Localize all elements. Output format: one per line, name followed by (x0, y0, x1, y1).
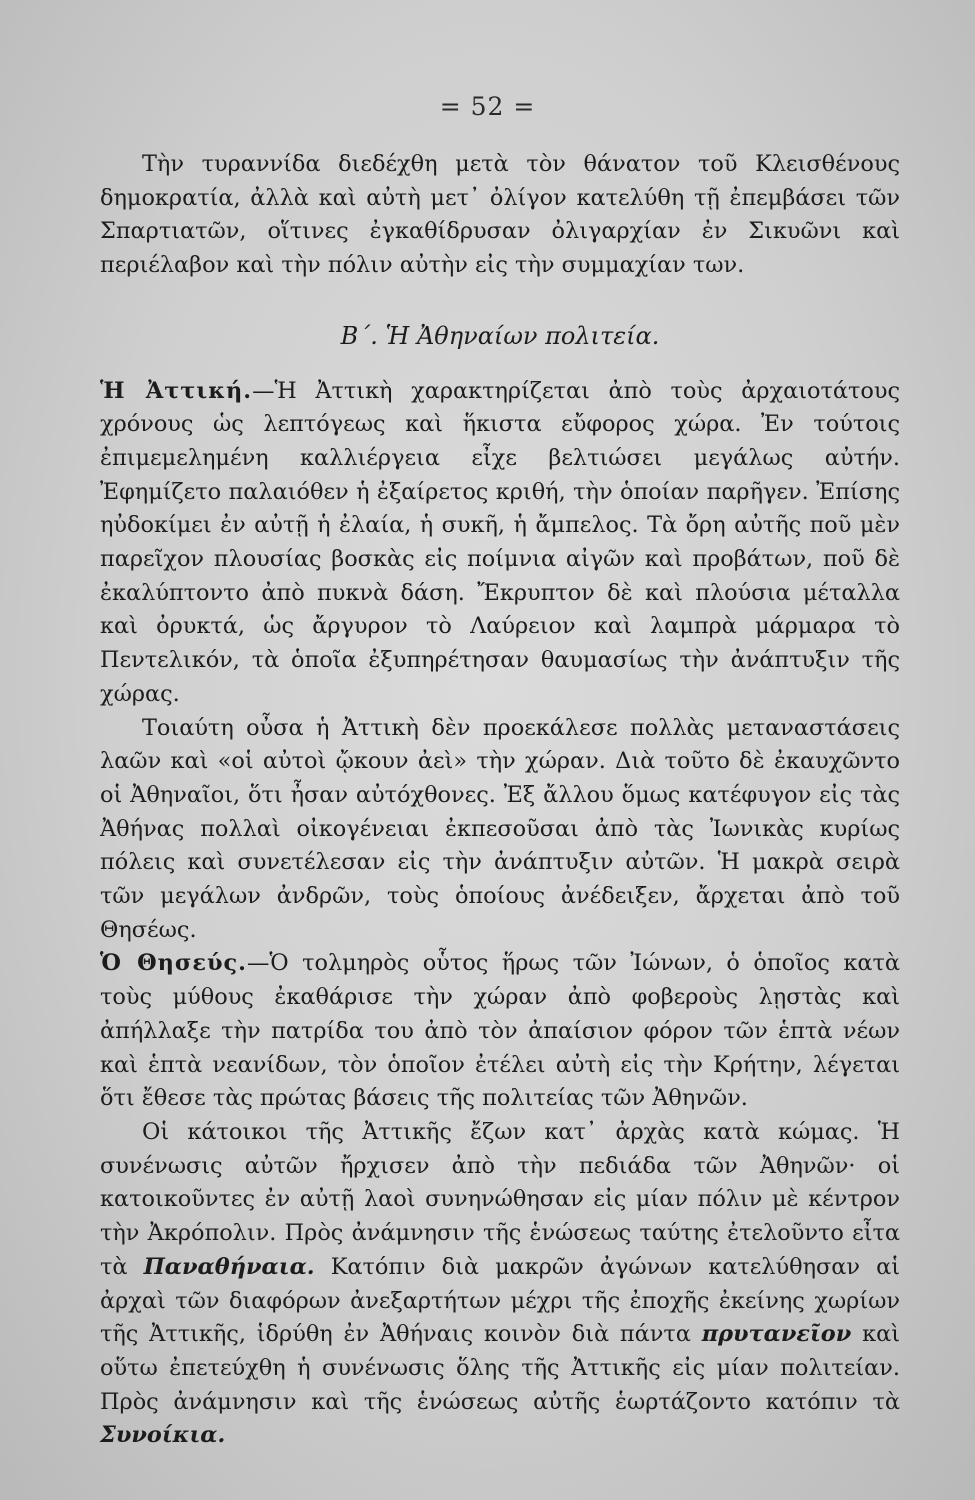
term-panathenaia: Παναθήναια. (143, 1253, 315, 1280)
paragraph-theseus (100, 947, 900, 1116)
run-in-heading-attica: Ἡ Ἀττική. (100, 377, 253, 404)
paragraph-synoecism (100, 1116, 900, 1453)
section-heading: Β΄. Ἡ Ἀθηναίων πολιτεία. (340, 321, 660, 350)
run-in-heading-theseus: Ὁ Θησεύς. (100, 950, 247, 977)
theseus-text: —Ὁ τολμηρὸς οὗτος ἥρως τῶν Ἰώνων, ὁ ὁποῖος κατὰ τοὺς μύθους ἐκαθάρισε τὴν χώραν ἀπὸ φοβεροὺς λῃστὰς καὶ ἀπήλλαξε τὴν πατρίδα του ἀπὸ τὸν ἀπαίσιον φόρον τῶν ἑπτὰ νέων καὶ ἑπτὰ νεανίδων, τὸν ὁποῖον ἐτέλει αὐτὴ εἰς τὴν Κρήτην, λέγεται ὅτι ἔθεσε τὰς πρώτας βάσεις τῆς πολιτείας τῶν Ἀθηνῶν. (100, 950, 900, 1112)
term-prytaneion: πρυτανεῖον (701, 1321, 852, 1348)
paragraph-democracy: Τὴν τυραννίδα διεδέχθη μετὰ τὸν θάνατον τοῦ Κλεισθένους δημοκρατία, ἀλλὰ καὶ αὐτὴ μετ᾽ ὀλίγον κατελύθη τῇ ἐπεμβάσει τῶν Σπαρτιατῶν, οἵτινες ἐγκαθίδρυσαν ὀλιγαρχίαν ἐν Σικυῶνι καὶ περιέλαβον καὶ τὴν πόλιν αὐτὴν εἰς τὴν συμμαχίαν των. (100, 151, 900, 279)
paragraph-attica (100, 375, 900, 712)
synoecism-text-1: Οἱ κάτοικοι τῆς Ἀττικῆς ἔζων κατ᾽ ἀρχὰς κατὰ κώμας. Ἡ συνένωσις αὐτῶν ἤρχισεν ἀπὸ τὴν πεδιάδα τῶν Ἀθηνῶν· οἱ κατοικοῦντες ἐν αὐτῇ λαοὶ συνηνώθησαν εἰς μίαν πόλιν μὲ κέντρον τὴν Ἀκρόπολιν. Πρὸς ἀνάμνησιν τῆς ἑνώσεως ταύτης ἐτελοῦντο εἶτα τὰ (100, 1118, 900, 1280)
synoecism-text-3: καὶ οὕτω ἐπετεύχθη ἡ συνένωσις ὅλης τῆς Ἀττικῆς εἰς μίαν πολιτείαν. Πρὸς ἀνάμνησιν καὶ τῆς ἑνώσεως αὐτῆς ἑωρτάζοντο κατόπιν τὰ (100, 1321, 900, 1415)
page-body (100, 148, 900, 1453)
synoecism-text-2: Κατόπιν διὰ μακρῶν ἀγώνων κατελύθησαν αἱ ἀρχαὶ τῶν διαφόρων ἀνεξαρτήτων μέχρι τῆς ἐποχῆς ἐκείνης χωρίων τῆς Ἀττικῆς, ἱδρύθη ἐν Ἀθήναις κοινὸν διὰ πάντα (100, 1253, 901, 1348)
term-synoikia: Συνοίκια. (100, 1422, 226, 1449)
attica-text: —Ἡ Ἀττικὴ χαρακτηρίζεται ἀπὸ τοὺς ἀρχαιοτάτους χρόνους ὡς λεπτόγεως καὶ ἥκιστα εὔφορος χώρα. Ἐν τούτοις ἐπιμεμελημένη καλλιέργεια εἶχε βελτιώσει μεγάλως αὐτήν. Ἐφημίζετο παλαιόθεν ἡ ἐξαίρετος κριθή, τὴν ὁποίαν παρῆγεν. Ἐπίσης ηὐδοκίμει ἐν αὐτῇ ἡ ἐλαία, ἡ συκῆ, ἡ ἄμπελος. Τὰ ὄρη αὐτῆς ποῦ μὲν παρεῖχον πλουσίας βοσκὰς εἰς ποίμνια αἰγῶν καὶ προβάτων, ποῦ δὲ ἐκαλύπτοντο ἀπὸ πυκνὰ δάση. Ἔκρυπτον δὲ καὶ πλούσια μέταλλα καὶ ὀρυκτά, ὡς ἄργυρον τὸ Λαύρειον καὶ λαμπρὰ μάρμαρα τὸ Πεντελικόν, τὰ ὁποῖα ἐξυπηρέτησαν θαυμασίως τὴν ἀνάπτυξιν τῆς χώρας. (100, 377, 900, 707)
paragraph-autochthones: Τοιαύτη οὖσα ἡ Ἀττικὴ δὲν προεκάλεσε πολλὰς μεταναστάσεις λαῶν καὶ «οἱ αὐτοὶ ᾤκουν ἀεὶ» τὴν χώραν. Διὰ τοῦτο δὲ ἐκαυχῶντο οἱ Ἀθηναῖοι, ὅτι ἦσαν αὐτόχθονες. Ἐξ ἄλλου ὅμως κατέφυγον εἰς τὰς Ἀθήνας πολλαὶ οἰκογένειαι ἐκπεσοῦσαι ἀπὸ τὰς Ἰωνικὰς κυρίως πόλεις καὶ συνετέλεσαν εἰς τὴν ἀνάπτυξιν αὐτῶν. Ἡ μακρὰ σειρὰ τῶν μεγάλων ἀνδρῶν, τοὺς ὁποίους ἀνέδειξεν, ἄρχεται ἀπὸ τοῦ Θησέως. (100, 714, 900, 943)
page-number: = 52 = (439, 92, 536, 121)
